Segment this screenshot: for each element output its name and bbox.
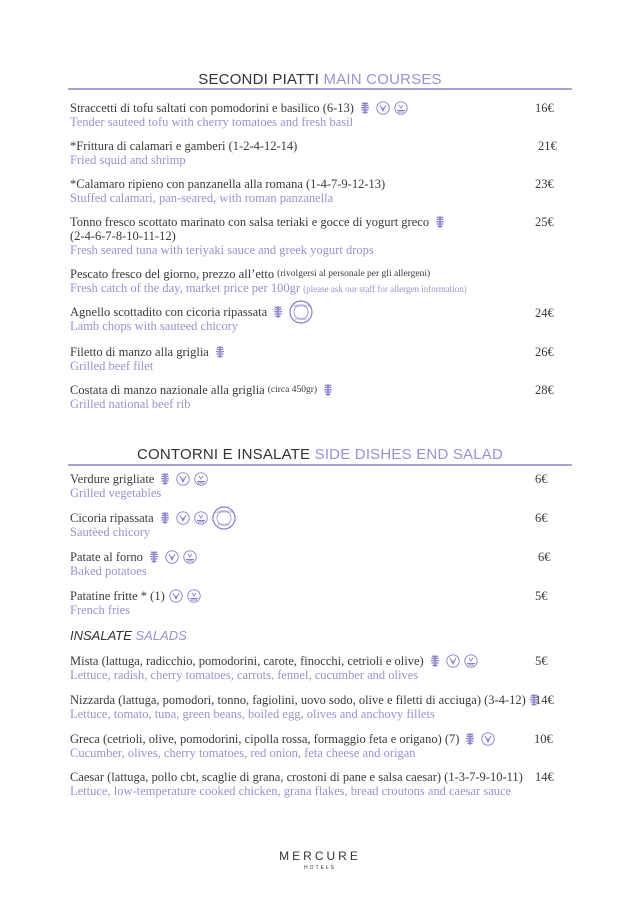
menu-item-tofu: [70, 101, 555, 129]
item-price: 6€: [535, 511, 548, 525]
side-dishes-heading: [68, 446, 572, 463]
item-name: Verdure grigliate: [70, 472, 155, 486]
discover-local-stamp-icon: [212, 506, 236, 530]
vegan-icon: [394, 101, 408, 115]
item-name: Pescato fresco del giorno, prezzo all’etto: [70, 267, 275, 281]
vegetarian-icon: [481, 732, 495, 746]
salads-title-it: INSALATE: [70, 628, 132, 643]
mercure-logo: [0, 849, 640, 871]
km0-leaf-icon: [213, 345, 227, 359]
item-price: 28€: [535, 383, 554, 397]
section-divider: [68, 464, 572, 466]
item-price: 6€: [535, 472, 548, 486]
section-divider: [68, 88, 572, 90]
vegetarian-icon: [169, 589, 183, 603]
item-name: *Calamaro ripieno con panzanella alla romana (1-4-7-9-12-13): [70, 177, 386, 191]
item-description: Grilled national beef rib: [70, 397, 191, 411]
item-description: Baked potatoes: [70, 564, 147, 578]
main-courses-title-en: MAIN COURSES: [323, 71, 442, 88]
side-item-cicoria: [70, 511, 555, 539]
menu-item-filetto: [70, 345, 555, 373]
item-description: Stuffed calamari, pan-seared, with roman panzanella: [70, 191, 334, 205]
side-dishes-title-it: CONTORNI E INSALATE: [136, 446, 311, 463]
item-description: Sautèed chicory: [70, 525, 151, 539]
km0-leaf-icon: [321, 383, 335, 397]
km0-leaf-icon: [433, 215, 447, 229]
item-price: 5€: [535, 654, 548, 668]
km0-leaf-icon: [463, 732, 477, 746]
item-name: Patate al forno: [70, 550, 143, 564]
item-name: Straccetti di tofu saltati con pomodorini e basilico (6-13): [70, 101, 354, 115]
item-name: Nizzarda (lattuga, pomodori, tonno, fagiolini, uovo sodo, olive e filetti di acciuga) (3-4-12): [70, 693, 526, 707]
item-name: Agnello scottadito con cicoria ripassata: [70, 305, 268, 319]
item-description: Lamb chops with sauteed chicory: [70, 319, 239, 333]
item-description-note: (please ask our staff for allergen information): [303, 284, 467, 294]
vegan-icon: [187, 589, 201, 603]
item-description: Lettuce, low-temperature cooked chicken, grana flakes, bread croutons and caesar sauce: [70, 784, 512, 798]
item-description: Cucumber, olives, cherry tomatoes, red onion, feta cheese and origan: [70, 746, 416, 760]
side-item-verdure: [70, 472, 555, 500]
item-note: (rivolgersi al personale per gli allergeni): [277, 269, 431, 279]
menu-item-pescato: [70, 267, 590, 296]
vegan-icon: [194, 511, 208, 525]
salad-item-caesar: [70, 770, 555, 798]
km0-leaf-icon: [158, 472, 172, 486]
item-name: *Frittura di calamari e gamberi (1-2-4-12-14): [70, 139, 298, 153]
km0-leaf-icon: [158, 511, 172, 525]
item-price: 26€: [535, 345, 554, 359]
item-description: Tender sauteed tofu with cherry tomatoes and fresh basil: [70, 115, 354, 129]
logo-sub: HOTELS: [303, 865, 336, 871]
item-price: 6€: [538, 550, 551, 564]
salad-item-greca: [70, 732, 555, 760]
item-name: Mista (lattuga, radicchio, pomodorini, carote, finocchi, cetrioli e olive): [70, 654, 424, 668]
menu-item-agnello: [70, 305, 555, 333]
item-price: 16€: [535, 101, 554, 115]
item-name: Patatine fritte * (1): [70, 589, 165, 603]
item-price: 10€: [534, 732, 553, 746]
item-description: Grilled beef filet: [70, 359, 154, 373]
km0-leaf-icon: [147, 550, 161, 564]
logo-brand: MERCURE: [279, 849, 361, 863]
item-description: Lettuce, radish, cherry tomatoes, carrots, fennel, cucumber and olives: [70, 668, 419, 682]
main-courses-heading: [68, 71, 572, 88]
vegetarian-icon: [176, 511, 190, 525]
side-item-patatine: [70, 589, 555, 617]
item-price: 14€: [535, 770, 554, 784]
discover-local-stamp-icon: [289, 300, 313, 324]
salad-item-nizzarda: [70, 693, 555, 721]
item-price: 25€: [535, 215, 554, 229]
item-description: French fries: [70, 603, 131, 617]
item-description: Lettuce, tomato, tuna, green beans, boiled egg, olives and anchovy fillets: [70, 707, 435, 721]
item-note: (circa 450gr): [267, 385, 318, 395]
item-name: Greca (cetrioli, olive, pomodorini, cipolla rossa, formaggio feta e origano) (7): [70, 732, 460, 746]
main-courses-title-it: SECONDI PIATTI: [198, 71, 320, 88]
km0-leaf-icon: [428, 654, 442, 668]
vegan-icon: [194, 472, 208, 486]
side-item-patate: [70, 550, 555, 578]
vegetarian-icon: [165, 550, 179, 564]
item-name: Costata di manzo nazionale alla griglia: [70, 383, 265, 397]
salads-heading: [70, 628, 187, 643]
item-description: Fried squid and shrimp: [70, 153, 186, 167]
menu-item-costata: [70, 383, 555, 411]
item-name: Filetto di manzo alla griglia: [70, 345, 209, 359]
item-name: Caesar (lattuga, pollo cbt, scaglie di grana, crostoni di pane e salsa caesar) (1-3-7-9-10-11): [70, 770, 523, 784]
salads-title-en: SALADS: [135, 628, 187, 643]
vegetarian-icon: [376, 101, 390, 115]
item-name: Cicoria ripassata: [70, 511, 154, 525]
item-price: 14€: [535, 693, 554, 707]
vegetarian-icon: [176, 472, 190, 486]
item-description: Fresh catch of the day, market price per 100gr: [70, 281, 300, 295]
vegetarian-icon: [446, 654, 460, 668]
item-price: 23€: [535, 177, 554, 191]
item-price: 21€: [538, 139, 557, 153]
menu-item-frittura: [70, 139, 555, 167]
salad-item-mista: [70, 654, 555, 682]
item-allergens: (2-4-6-7-8-10-11-12): [70, 229, 176, 243]
item-description: Fresh seared tuna with teriyaki sauce and greek yogurt drops: [70, 243, 374, 257]
vegan-icon: [464, 654, 478, 668]
item-price: 24€: [535, 306, 554, 320]
item-description: Grilled vegetables: [70, 486, 162, 500]
km0-leaf-icon: [358, 101, 372, 115]
item-name: Tonno fresco scottato marinato con salsa teriaki e gocce di yogurt greco: [70, 215, 430, 229]
side-dishes-title-en: SIDE DISHES END SALAD: [314, 446, 504, 463]
item-price: 5€: [535, 589, 548, 603]
vegan-icon: [183, 550, 197, 564]
menu-item-calamaro: [70, 177, 555, 205]
menu-item-tonno: [70, 215, 555, 257]
km0-leaf-icon: [271, 305, 285, 319]
